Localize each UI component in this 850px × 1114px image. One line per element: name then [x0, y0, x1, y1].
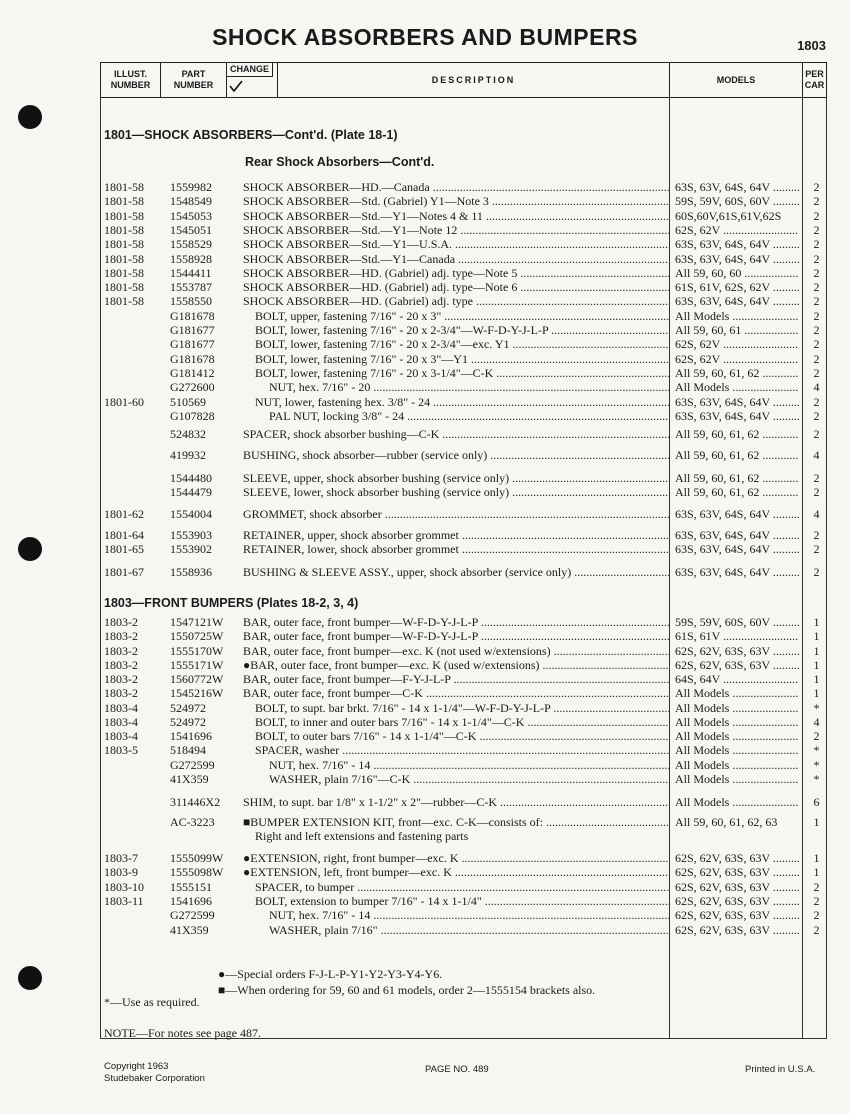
- part-number: 510569: [170, 394, 206, 409]
- description: ●EXTENSION, right, front bumper—exc. K .....: [243, 851, 669, 865]
- models: All 59, 60, 60 .....: [675, 266, 799, 280]
- illust-number: 1803-9: [104, 865, 138, 880]
- per-car: 2: [813, 565, 820, 579]
- per-car: 2: [813, 180, 820, 194]
- illust-number: 1801-64: [104, 528, 144, 542]
- table-row: [0, 865, 850, 879]
- description: BOLT, lower, fastening 7/16" - 20 x 3-1/4"—C-K .....: [243, 366, 669, 380]
- models: 62S, 62V, 63S, 63V .....: [675, 658, 799, 672]
- models: 61S, 61V, 62S, 62V .....: [675, 280, 799, 294]
- models: 63S, 63V, 64S, 64V .....: [675, 237, 799, 251]
- illust-number: 1803-2: [104, 657, 138, 672]
- table-row: [0, 337, 850, 351]
- illust-number: 1801-58: [104, 208, 144, 223]
- part-number: 41X359: [170, 922, 209, 937]
- description: ■BUMPER EXTENSION KIT, front—exc. C-K—consists of: .....: [243, 815, 669, 829]
- table-row: [0, 772, 850, 786]
- part-number: 1553787: [170, 280, 212, 295]
- per-car: *: [813, 700, 820, 715]
- description: SPACER, to bumper .....: [243, 880, 669, 894]
- part-number: 1555171W: [170, 657, 224, 672]
- per-car: 2: [813, 908, 820, 923]
- models: 63S, 63V, 64S, 64V .....: [675, 252, 799, 266]
- per-car: *: [813, 771, 820, 786]
- table-row: [0, 923, 850, 937]
- models: 61S, 61V .....: [675, 629, 799, 643]
- models: All Models .....: [675, 309, 799, 323]
- table-row: [0, 795, 850, 809]
- description: BAR, outer face, front bumper—W-F-D-Y-J-L-P .....: [243, 629, 669, 643]
- table-row: [0, 686, 850, 700]
- header-illust: ILLUST. NUMBER: [101, 63, 161, 97]
- description: WASHER, plain 7/16" .....: [243, 923, 669, 937]
- illust-number: 1803-4: [104, 729, 138, 743]
- illust-number: 1803-2: [104, 686, 138, 701]
- table-row: [0, 252, 850, 266]
- table-row: [0, 701, 850, 715]
- company-text: Studebaker Corporation: [104, 1073, 205, 1084]
- description: RETAINER, lower, shock absorber grommet .....: [243, 542, 669, 556]
- illust-number: 1801-62: [104, 507, 144, 521]
- illust-number: 1801-65: [104, 542, 144, 557]
- table-row: [0, 194, 850, 208]
- models: All 59, 60, 61, 62 .....: [675, 448, 799, 462]
- description: BUSHING, shock absorber—rubber (service only) .....: [243, 448, 669, 462]
- header-per-car: PER CAR: [804, 69, 825, 90]
- per-car: 2: [813, 337, 820, 352]
- illust-number: 1803-2: [104, 629, 138, 644]
- part-number: 1541696: [170, 893, 212, 908]
- models: 62S, 62V, 63S, 63V .....: [675, 923, 799, 937]
- per-car: *: [813, 743, 820, 758]
- part-number: 1555098W: [170, 865, 224, 880]
- per-car: 1: [813, 851, 820, 865]
- part-number: 1544411: [170, 265, 212, 280]
- per-car: 1: [813, 815, 820, 829]
- per-car: 2: [813, 251, 820, 266]
- illust-number: 1803-4: [104, 700, 138, 715]
- per-car: 1: [813, 672, 820, 686]
- description: BOLT, to inner and outer bars 7/16" - 14 x 1-1/4"—C-K .....: [243, 715, 669, 729]
- illust-number: 1803-2: [104, 672, 138, 686]
- table-row: [0, 294, 850, 308]
- part-number: 1558936: [170, 565, 212, 579]
- description: SHOCK ABSORBER—Std.—Y1—Notes 4 & 11 .....: [243, 209, 669, 223]
- per-car: 2: [813, 485, 820, 500]
- table-row: [0, 471, 850, 485]
- description: BOLT, lower, fastening 7/16" - 20 x 2-3/4"—exc. Y1 .....: [243, 337, 669, 351]
- per-car: 1: [813, 865, 820, 880]
- illust-number: 1803-2: [104, 643, 138, 658]
- description: WASHER, plain 7/16"—C-K .....: [243, 772, 669, 786]
- per-car: 4: [813, 380, 820, 395]
- models: All 59, 60, 61, 62, 63: [675, 815, 778, 829]
- description: BUSHING & SLEEVE ASSY., upper, shock absorber (service only) .....: [243, 565, 669, 579]
- models: All Models .....: [675, 686, 799, 700]
- models: 62S, 62V, 63S, 63V .....: [675, 908, 799, 922]
- header-part: PART NUMBER: [161, 63, 227, 97]
- kit-contents: Right and left extensions and fastening parts: [255, 829, 469, 843]
- description: BOLT, to supt. bar brkt. 7/16" - 14 x 1-1/4"—W-F-D-Y-J-L-P .....: [243, 701, 669, 715]
- table-row: [0, 237, 850, 251]
- per-car: 2: [813, 294, 820, 309]
- page-no-text: PAGE NO. 489: [425, 1064, 489, 1075]
- part-number: 524972: [170, 714, 206, 729]
- table-row: [0, 380, 850, 394]
- note-line: NOTE—For notes see page 487.: [104, 1026, 261, 1040]
- part-number: 419932: [170, 448, 206, 462]
- models: All 59, 60, 61, 62 .....: [675, 485, 799, 499]
- table-row: [0, 280, 850, 294]
- part-number: 1558550: [170, 294, 212, 309]
- table-row: [0, 542, 850, 556]
- description: SPACER, shock absorber bushing—C-K .....: [243, 427, 669, 441]
- per-car: 2: [813, 427, 820, 441]
- description: BOLT, to outer bars 7/16" - 14 x 1-1/4"—C-K .....: [243, 729, 669, 743]
- illust-number: 1801-58: [104, 237, 144, 252]
- section-heading-1803: 1803—FRONT BUMPERS (Plates 18-2, 3, 4): [104, 596, 359, 610]
- per-car: 2: [813, 194, 820, 209]
- description: BAR, outer face, front bumper—C-K .....: [243, 686, 669, 700]
- part-number: G181678: [170, 351, 215, 366]
- models: All 59, 60, 61, 62 .....: [675, 427, 799, 441]
- illust-number: 1801-67: [104, 565, 144, 579]
- models: All Models .....: [675, 743, 799, 757]
- subsection-heading: Rear Shock Absorbers—Cont'd.: [245, 155, 435, 169]
- models: All Models .....: [675, 729, 799, 743]
- per-car: 2: [813, 265, 820, 280]
- part-number: 1553903: [170, 528, 212, 542]
- table-row: [0, 180, 850, 194]
- illust-number: 1801-58: [104, 280, 144, 295]
- per-car: 2: [813, 237, 820, 252]
- description: ●BAR, outer face, front bumper—exc. K (used w/extensions) .....: [243, 658, 669, 672]
- part-number: 1559982: [170, 180, 212, 194]
- table-row: [0, 209, 850, 223]
- table-row: [0, 309, 850, 323]
- part-number: 1545053: [170, 208, 212, 223]
- footnote-asterisk: *—Use as required.: [104, 995, 200, 1009]
- description: SHOCK ABSORBER—HD. (Gabriel) adj. type—Note 5 .....: [243, 266, 669, 280]
- models: 63S, 63V, 64S, 64V .....: [675, 565, 799, 579]
- description: NUT, hex. 7/16" - 14 .....: [243, 758, 669, 772]
- description: SHOCK ABSORBER—Std. (Gabriel) Y1—Note 3 .....: [243, 194, 669, 208]
- table-row: [0, 366, 850, 380]
- table-row: [0, 815, 850, 829]
- part-number: 1544480: [170, 471, 212, 485]
- models: All Models .....: [675, 772, 799, 786]
- per-car: 2: [813, 542, 820, 557]
- section-heading-1801: 1801—SHOCK ABSORBERS—Cont'd. (Plate 18-1): [104, 128, 398, 142]
- table-row: [0, 448, 850, 462]
- models: All 59, 60, 61, 62 .....: [675, 471, 799, 485]
- per-car: 1: [813, 686, 820, 701]
- illust-number: 1801-60: [104, 394, 144, 409]
- table-row: [0, 672, 850, 686]
- per-car: 2: [813, 308, 820, 323]
- part-number: 1555151: [170, 879, 212, 894]
- part-number: 1547121W: [170, 615, 224, 629]
- part-number: 41X359: [170, 771, 209, 786]
- copyright-text: Copyright 1963: [104, 1061, 169, 1072]
- description: SHOCK ABSORBER—Std.—Y1—Note 12 .....: [243, 223, 669, 237]
- description: BAR, outer face, front bumper—F-Y-J-L-P .....: [243, 672, 669, 686]
- description: SHOCK ABSORBER—HD.—Canada .....: [243, 180, 669, 194]
- illust-number: 1801-58: [104, 194, 144, 209]
- part-number: G272600: [170, 380, 215, 395]
- header-change: [227, 63, 278, 97]
- per-car: 2: [813, 528, 820, 542]
- per-car: 2: [813, 280, 820, 295]
- per-car: 2: [813, 365, 820, 380]
- description: BOLT, extension to bumper 7/16" - 14 x 1-1/4" .....: [243, 894, 669, 908]
- part-number: 518494: [170, 743, 206, 758]
- table-row: [0, 615, 850, 629]
- models: All Models .....: [675, 380, 799, 394]
- table-row: [0, 528, 850, 542]
- per-car: 2: [813, 922, 820, 937]
- table-row: [0, 758, 850, 772]
- page-number: 1803: [797, 38, 826, 53]
- kit-continuation: [0, 829, 850, 843]
- part-number: AC-3223: [170, 815, 215, 829]
- table-row: [0, 409, 850, 423]
- models: 62S, 62V, 63S, 63V .....: [675, 894, 799, 908]
- per-car: 2: [813, 729, 820, 743]
- table-row: [0, 644, 850, 658]
- part-number: 1558928: [170, 251, 212, 266]
- description: SHOCK ABSORBER—HD. (Gabriel) adj. type—Note 6 .....: [243, 280, 669, 294]
- models: All Models .....: [675, 715, 799, 729]
- models: 62S, 62V, 63S, 63V .....: [675, 644, 799, 658]
- illust-number: 1801-58: [104, 294, 144, 309]
- models: 63S, 63V, 64S, 64V .....: [675, 507, 799, 521]
- part-number: G181677: [170, 323, 215, 337]
- per-car: 2: [813, 893, 820, 908]
- per-car: 2: [813, 879, 820, 894]
- table-row: [0, 266, 850, 280]
- table-row: [0, 565, 850, 579]
- models: 62S, 62V, 63S, 63V .....: [675, 880, 799, 894]
- models: 63S, 63V, 64S, 64V .....: [675, 395, 799, 409]
- per-car: 2: [813, 471, 820, 485]
- models: All Models .....: [675, 758, 799, 772]
- part-number: 524972: [170, 700, 206, 715]
- per-car: 4: [813, 507, 820, 521]
- part-number: 1554004: [170, 507, 212, 521]
- models: 62S, 62V, 63S, 63V .....: [675, 865, 799, 879]
- table-row: [0, 880, 850, 894]
- models: 63S, 63V, 64S, 64V .....: [675, 528, 799, 542]
- table-row: [0, 715, 850, 729]
- part-number: 524832: [170, 427, 206, 441]
- part-number: 1544479: [170, 485, 212, 500]
- models: 62S, 62V .....: [675, 337, 799, 351]
- illust-number: 1801-58: [104, 265, 144, 280]
- header-change-label: CHANGE: [227, 63, 273, 77]
- models: 59S, 59V, 60S, 60V .....: [675, 615, 799, 629]
- per-car: 4: [813, 714, 820, 729]
- page-title: SHOCK ABSORBERS AND BUMPERS: [212, 24, 638, 50]
- part-number: G181412: [170, 365, 215, 380]
- part-number: 311446X2: [170, 795, 221, 809]
- description: BOLT, lower, fastening 7/16" - 20 x 2-3/4"—W-F-D-Y-J-L-P .....: [243, 323, 669, 337]
- part-number: 1555099W: [170, 851, 224, 865]
- per-car: 1: [813, 629, 820, 644]
- table-row: [0, 395, 850, 409]
- per-car: 2: [813, 208, 820, 223]
- table-row: [0, 658, 850, 672]
- illust-number: 1801-58: [104, 222, 144, 237]
- table-row: [0, 323, 850, 337]
- description: SLEEVE, upper, shock absorber bushing (service only) .....: [243, 471, 669, 485]
- description: BAR, outer face, front bumper—exc. K (not used w/extensions) .....: [243, 644, 669, 658]
- per-car: 2: [813, 394, 820, 409]
- description: ●EXTENSION, left, front bumper—exc. K .....: [243, 865, 669, 879]
- checkmark-icon: [229, 80, 243, 92]
- footnote-ordering: ■—When ordering for 59, 60 and 61 models, order 2—1555154 brackets also.: [218, 983, 596, 997]
- description: NUT, hex. 7/16" - 14 .....: [243, 908, 669, 922]
- table-row: [0, 629, 850, 643]
- per-car: 1: [813, 643, 820, 658]
- table-row: [0, 507, 850, 521]
- part-number: 1558529: [170, 237, 212, 252]
- header-description: DESCRIPTION: [278, 63, 670, 97]
- illust-number: 1801-58: [104, 180, 144, 194]
- part-number: 1541696: [170, 729, 212, 743]
- description: GROMMET, shock absorber .....: [243, 507, 669, 521]
- table-header: [100, 62, 827, 98]
- description: SHOCK ABSORBER—Std.—Y1—U.S.A. .....: [243, 237, 669, 251]
- models: All Models .....: [675, 795, 799, 809]
- illust-number: 1803-4: [104, 714, 138, 729]
- description: SHOCK ABSORBER—HD. (Gabriel) adj. type .....: [243, 294, 669, 308]
- illust-number: 1803-2: [104, 615, 138, 629]
- per-car: *: [813, 757, 820, 772]
- part-number: 1548549: [170, 194, 212, 209]
- table-row: [0, 223, 850, 237]
- models: 64S, 64V .....: [675, 672, 799, 686]
- models: All 59, 60, 61, 62 .....: [675, 366, 799, 380]
- models: 63S, 63V, 64S, 64V .....: [675, 542, 799, 556]
- models: 62S, 62V .....: [675, 223, 799, 237]
- models: 60S,60V,61S,61V,62S: [675, 208, 782, 223]
- models: 63S, 63V, 64S, 64V .....: [675, 294, 799, 308]
- description: SLEEVE, lower, shock absorber bushing (service only) .....: [243, 485, 669, 499]
- part-number: 1545216W: [170, 686, 224, 701]
- description: PAL NUT, locking 3/8" - 24 .....: [243, 409, 669, 423]
- description: BAR, outer face, front bumper—W-F-D-Y-J-L-P .....: [243, 615, 669, 629]
- footnote-special-orders: ●—Special orders F-J-L-P-Y1-Y2-Y3-Y4-Y6.: [218, 967, 443, 981]
- table-row: [0, 485, 850, 499]
- description: RETAINER, upper, shock absorber grommet .....: [243, 528, 669, 542]
- models: 59S, 59V, 60S, 60V .....: [675, 194, 799, 208]
- part-number: 1545051: [170, 222, 212, 237]
- description: SHIM, to supt. bar 1/8" x 1-1/2" x 2"—rubber—C-K .....: [243, 795, 669, 809]
- part-number: G107828: [170, 408, 215, 423]
- per-car: 1: [813, 615, 820, 629]
- per-car: 2: [813, 222, 820, 237]
- description: SPACER, washer .....: [243, 743, 669, 757]
- per-car: 2: [813, 323, 820, 337]
- models: 63S, 63V, 64S, 64V .....: [675, 409, 799, 423]
- models: All 59, 60, 61 .....: [675, 323, 799, 337]
- per-car: 6: [813, 795, 820, 809]
- models: 63S, 63V, 64S, 64V .....: [675, 180, 799, 194]
- table-row: [0, 908, 850, 922]
- part-number: G272599: [170, 908, 215, 923]
- table-row: [0, 743, 850, 757]
- part-number: 1553902: [170, 542, 212, 557]
- table-row: [0, 894, 850, 908]
- table-row: [0, 851, 850, 865]
- models: All Models .....: [675, 701, 799, 715]
- description: NUT, lower, fastening hex. 3/8" - 24 .....: [243, 395, 669, 409]
- description: BOLT, lower, fastening 7/16" - 20 x 3"—Y1 .....: [243, 352, 669, 366]
- table-row: [0, 427, 850, 441]
- models: 62S, 62V, 63S, 63V .....: [675, 851, 799, 865]
- part-number: G181678: [170, 308, 215, 323]
- header-models: MODELS: [670, 63, 803, 97]
- description: SHOCK ABSORBER—Std.—Y1—Canada .....: [243, 252, 669, 266]
- illust-number: 1803-7: [104, 851, 138, 865]
- part-number: 1550725W: [170, 629, 224, 644]
- description: BOLT, upper, fastening 7/16" - 20 x 3" .....: [243, 309, 669, 323]
- table-row: [0, 352, 850, 366]
- part-number: G181677: [170, 337, 215, 352]
- models: 62S, 62V .....: [675, 352, 799, 366]
- printed-text: Printed in U.S.A.: [745, 1064, 816, 1075]
- illust-number: 1803-11: [104, 893, 144, 908]
- description: NUT, hex. 7/16" - 20 .....: [243, 380, 669, 394]
- illust-number: 1803-10: [104, 879, 144, 894]
- per-car: 1: [813, 657, 820, 672]
- per-car: 4: [813, 448, 820, 462]
- per-car: 2: [813, 351, 820, 366]
- illust-number: 1803-5: [104, 743, 138, 758]
- part-number: 1555170W: [170, 643, 224, 658]
- illust-number: 1801-58: [104, 251, 144, 266]
- part-number: G272599: [170, 757, 215, 772]
- part-number: 1560772W: [170, 672, 224, 686]
- per-car: 2: [813, 408, 820, 423]
- table-row: [0, 729, 850, 743]
